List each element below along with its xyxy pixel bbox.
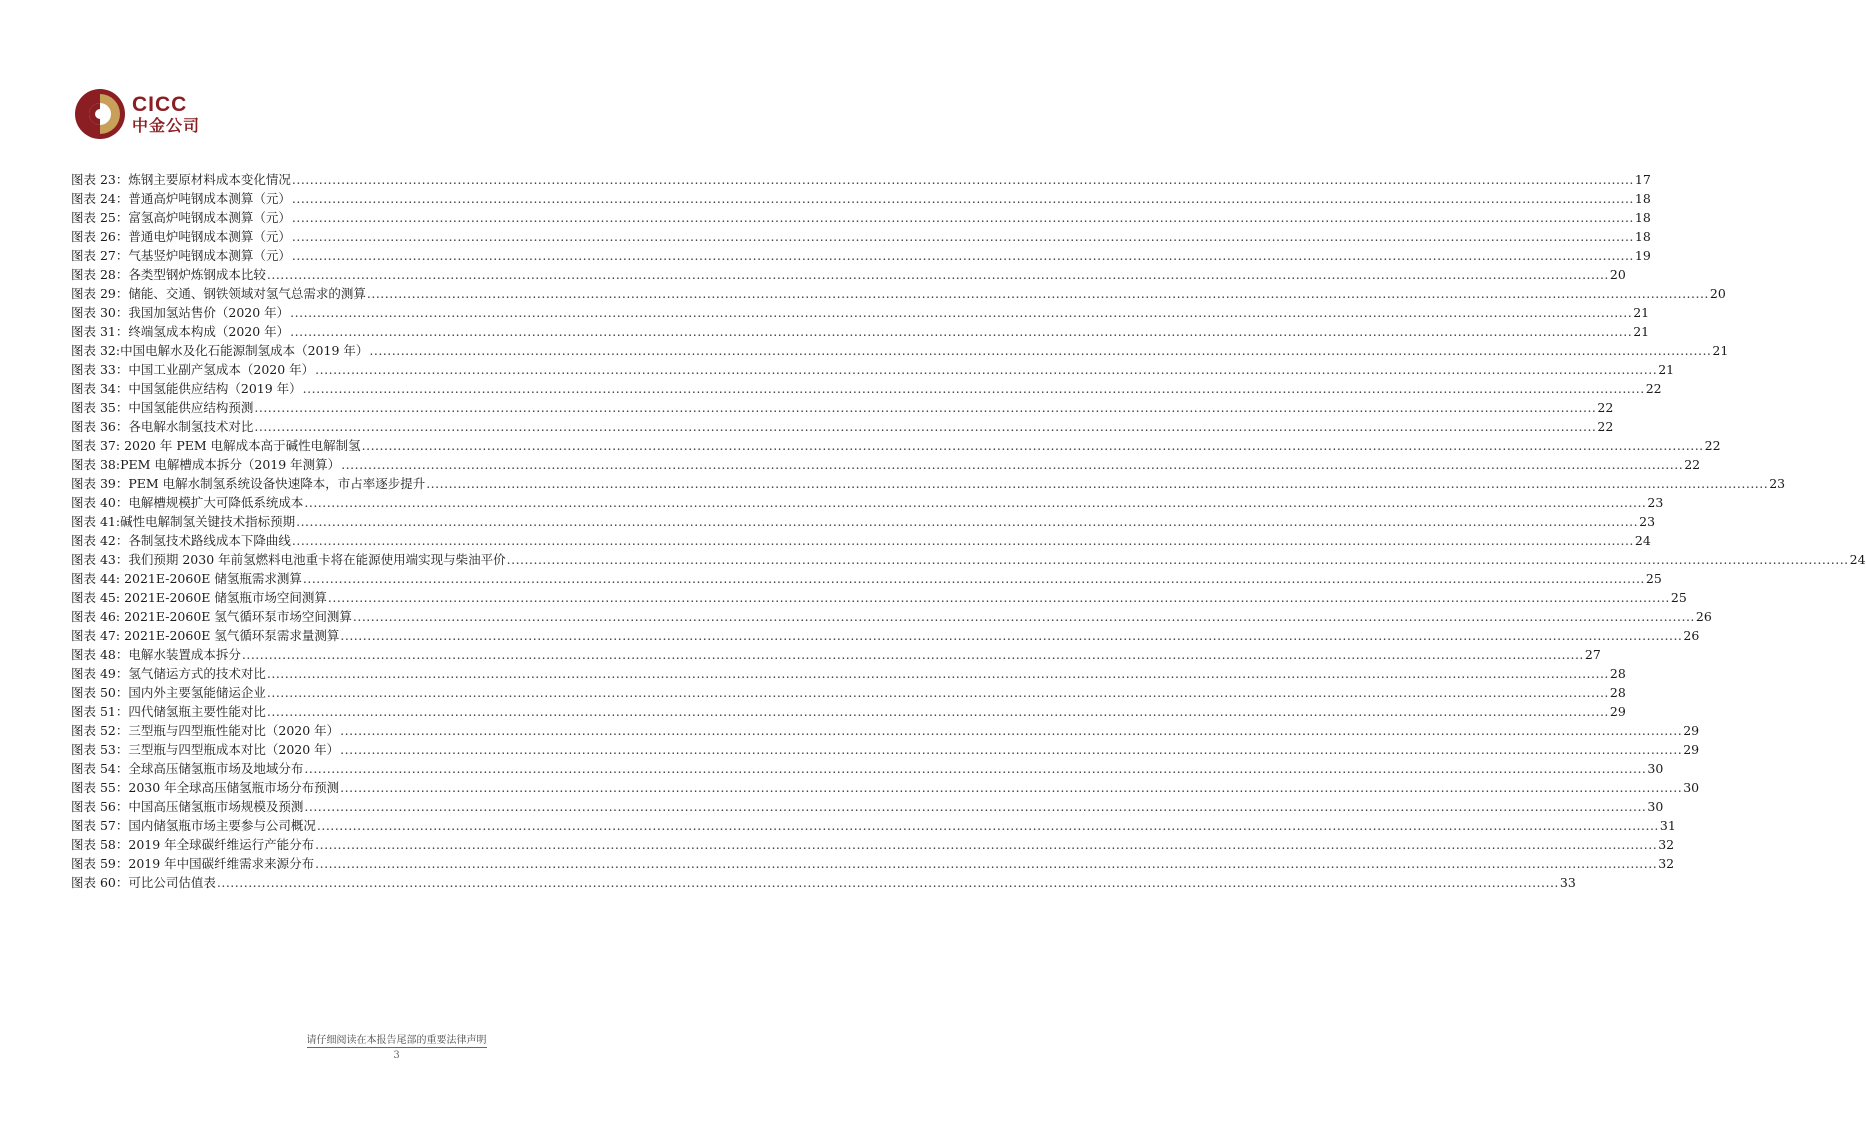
toc-entry-label: 图表 41:碱性电解制氢关键技术指标预期 xyxy=(71,514,296,529)
toc-entry-page: 20 xyxy=(1609,267,1626,282)
toc-dot-leader: ............................................................................................................................................................................................................................................................................................................ xyxy=(254,400,1597,415)
toc-dot-leader: ............................................................................................................................................................................................................................................................................................................ xyxy=(352,609,1695,624)
toc-dot-leader: ............................................................................................................................................................................................................................................................................................................ xyxy=(340,723,1683,738)
toc-entry[interactable] xyxy=(71,721,1700,740)
toc-entry-label: 图表 56：中国高压储氢瓶市场规模及预测 xyxy=(71,799,304,814)
toc-dot-leader: ............................................................................................................................................................................................................................................................................................................ xyxy=(290,305,1633,320)
toc-entry-page: 31 xyxy=(1659,818,1676,833)
toc-entry-page: 22 xyxy=(1597,419,1614,434)
toc-dot-leader: ............................................................................................................................................................................................................................................................................................................ xyxy=(291,533,1634,548)
toc-entry-page: 17 xyxy=(1634,172,1651,187)
toc-entry-page: 30 xyxy=(1647,761,1664,776)
toc-dot-leader: ............................................................................................................................................................................................................................................................................................................ xyxy=(266,267,1609,282)
toc-entry[interactable] xyxy=(71,550,1866,569)
toc-entry-page: 29 xyxy=(1609,704,1626,719)
toc-entry-label: 图表 31：终端氢成本构成（2020 年） xyxy=(71,324,290,339)
toc-entry-page: 32 xyxy=(1658,856,1675,871)
toc-dot-leader: ............................................................................................................................................................................................................................................................................................................ xyxy=(291,191,1634,206)
toc-entry[interactable] xyxy=(71,170,1651,189)
toc-entry-label: 图表 52：三型瓶与四型瓶性能对比（2020 年） xyxy=(71,723,340,738)
toc-entry-label: 图表 43：我们预期 2030 年前氢燃料电池重卡将在能源使用端实现与柴油平价 xyxy=(71,552,506,567)
toc-entry-label: 图表 54：全球高压储氢瓶市场及地域分布 xyxy=(71,761,304,776)
toc-dot-leader: ............................................................................................................................................................................................................................................................................................................ xyxy=(304,495,1647,510)
toc-entry-page: 26 xyxy=(1695,609,1712,624)
toc-entry-label: 图表 39：PEM 电解水制氢系统设备快速降本，市占率逐步提升 xyxy=(71,476,426,491)
toc-entry-page: 22 xyxy=(1645,381,1662,396)
toc-dot-leader: ............................................................................................................................................................................................................................................................................................................ xyxy=(506,552,1849,567)
toc-entry-label: 图表 48：电解水装置成本拆分 xyxy=(71,647,241,662)
toc-entry-label: 图表 51：四代储氢瓶主要性能对比 xyxy=(71,704,266,719)
toc-entry-page: 22 xyxy=(1704,438,1721,453)
toc-entry-page: 18 xyxy=(1634,191,1651,206)
toc-dot-leader: ............................................................................................................................................................................................................................................................................................................ xyxy=(216,875,1559,890)
toc-entry-label: 图表 59：2019 年中国碳纤维需求来源分布 xyxy=(71,856,315,871)
toc-entry-page: 28 xyxy=(1609,685,1626,700)
toc-entry-page: 21 xyxy=(1658,362,1675,377)
toc-entry[interactable] xyxy=(71,227,1651,246)
toc-entry-label: 图表 53：三型瓶与四型瓶成本对比（2020 年） xyxy=(71,742,340,757)
toc-entry-page: 23 xyxy=(1769,476,1786,491)
toc-dot-leader: ............................................................................................................................................................................................................................................................................................................ xyxy=(290,324,1633,339)
toc-dot-leader: ............................................................................................................................................................................................................................................................................................................ xyxy=(296,514,1639,529)
toc-entry-label: 图表 35：中国氢能供应结构预测 xyxy=(71,400,254,415)
cicc-logo-icon xyxy=(74,88,126,140)
toc-entry-label: 图表 60：可比公司估值表 xyxy=(71,875,216,890)
toc-entry-page: 33 xyxy=(1559,875,1576,890)
toc-entry[interactable] xyxy=(71,816,1676,835)
toc-entry[interactable] xyxy=(71,436,1721,455)
toc-dot-leader: ............................................................................................................................................................................................................................................................................................................ xyxy=(340,780,1683,795)
toc-entry[interactable] xyxy=(71,569,1662,588)
toc-entry-label: 图表 23：炼钢主要原材料成本变化情况 xyxy=(71,172,291,187)
toc-dot-leader: ............................................................................................................................................................................................................................................................................................................ xyxy=(361,438,1704,453)
toc-entry-page: 21 xyxy=(1633,305,1650,320)
toc-dot-leader: ............................................................................................................................................................................................................................................................................................................ xyxy=(304,799,1647,814)
toc-entry-label: 图表 30：我国加氢站售价（2020 年） xyxy=(71,305,290,320)
toc-entry[interactable] xyxy=(71,417,1614,436)
toc-entry-page: 24 xyxy=(1849,552,1866,567)
toc-entry[interactable] xyxy=(71,474,1786,493)
toc-entry-page: 30 xyxy=(1683,780,1700,795)
toc-entry-label: 图表 26：普通电炉吨钢成本测算（元） xyxy=(71,229,291,244)
toc-entry[interactable] xyxy=(71,493,1664,512)
toc-dot-leader: ............................................................................................................................................................................................................................................................................................................ xyxy=(340,628,1683,643)
toc-entry-page: 28 xyxy=(1609,666,1626,681)
toc-dot-leader: ............................................................................................................................................................................................................................................................................................................ xyxy=(291,172,1634,187)
toc-entry-page: 26 xyxy=(1683,628,1700,643)
toc-entry-page: 25 xyxy=(1645,571,1662,586)
toc-entry-page: 20 xyxy=(1709,286,1726,301)
toc-entry[interactable] xyxy=(71,854,1675,873)
toc-entry-label: 图表 27：气基竖炉吨钢成本测算（元） xyxy=(71,248,291,263)
toc-entry[interactable] xyxy=(71,246,1651,265)
toc-entry-page: 23 xyxy=(1639,514,1656,529)
toc-entry[interactable] xyxy=(71,702,1626,721)
toc-entry[interactable] xyxy=(71,797,1664,816)
toc-entry-label: 图表 55：2030 年全球高压储氢瓶市场分布预测 xyxy=(71,780,340,795)
toc-dot-leader: ............................................................................................................................................................................................................................................................................................................ xyxy=(327,590,1670,605)
logo-cn-text: 中金公司 xyxy=(132,116,201,135)
toc-entry[interactable] xyxy=(71,759,1664,778)
toc-entry-label: 图表 37: 2020 年 PEM 电解成本高于碱性电解制氢 xyxy=(71,438,361,453)
toc-entry[interactable] xyxy=(71,607,1712,626)
toc-dot-leader: ............................................................................................................................................................................................................................................................................................................ xyxy=(340,742,1683,757)
toc-dot-leader: ............................................................................................................................................................................................................................................................................................................ xyxy=(254,419,1597,434)
report-header xyxy=(74,86,200,142)
toc-entry-label: 图表 49：氢气储运方式的技术对比 xyxy=(71,666,266,681)
figure-index-list xyxy=(71,170,1866,892)
toc-entry-page: 21 xyxy=(1633,324,1650,339)
toc-entry-label: 图表 40：电解槽规模扩大可降低系统成本 xyxy=(71,495,304,510)
toc-entry[interactable] xyxy=(71,512,1656,531)
toc-entry-label: 图表 46: 2021E-2060E 氢气循环泵市场空间测算 xyxy=(71,609,352,624)
toc-dot-leader: ............................................................................................................................................................................................................................................................................................................ xyxy=(315,837,1658,852)
page-footer xyxy=(0,1028,793,1061)
toc-entry-page: 27 xyxy=(1584,647,1601,662)
toc-entry[interactable] xyxy=(71,284,1726,303)
toc-entry-label: 图表 50：国内外主要氢能储运企业 xyxy=(71,685,266,700)
toc-dot-leader: ............................................................................................................................................................................................................................................................................................................ xyxy=(316,818,1659,833)
toc-entry[interactable] xyxy=(71,531,1651,550)
toc-entry-label: 图表 28：各类型钢炉炼钢成本比较 xyxy=(71,267,266,282)
toc-entry[interactable] xyxy=(71,379,1662,398)
toc-entry[interactable] xyxy=(71,873,1576,892)
toc-dot-leader: ............................................................................................................................................................................................................................................................................................................ xyxy=(266,704,1609,719)
toc-entry[interactable] xyxy=(71,835,1675,854)
toc-entry[interactable] xyxy=(71,626,1700,645)
toc-entry-label: 图表 29：储能、交通、钢铁领域对氢气总需求的测算 xyxy=(71,286,366,301)
toc-entry[interactable] xyxy=(71,683,1626,702)
toc-entry-page: 23 xyxy=(1647,495,1664,510)
toc-entry-label: 图表 58：2019 年全球碳纤维运行产能分布 xyxy=(71,837,315,852)
toc-entry-label: 图表 25：富氢高炉吨钢成本测算（元） xyxy=(71,210,291,225)
toc-entry-page: 18 xyxy=(1634,210,1651,225)
toc-entry-page: 21 xyxy=(1712,343,1729,358)
toc-entry[interactable] xyxy=(71,588,1687,607)
toc-entry-label: 图表 33：中国工业副产氢成本（2020 年） xyxy=(71,362,315,377)
legal-notice-link[interactable]: 请仔细阅读在本报告尾部的重要法律声明 xyxy=(307,1031,487,1048)
toc-dot-leader: ............................................................................................................................................................................................................................................................................................................ xyxy=(241,647,1584,662)
toc-entry[interactable] xyxy=(71,265,1626,284)
logo-wordmark xyxy=(132,94,200,134)
toc-entry-page: 30 xyxy=(1647,799,1664,814)
toc-dot-leader: ............................................................................................................................................................................................................................................................................................................ xyxy=(302,381,1645,396)
toc-entry-page: 29 xyxy=(1683,723,1700,738)
toc-entry-page: 22 xyxy=(1597,400,1614,415)
toc-entry[interactable] xyxy=(71,740,1700,759)
toc-entry[interactable] xyxy=(71,189,1651,208)
toc-entry-page: 25 xyxy=(1670,590,1687,605)
toc-dot-leader: ............................................................................................................................................................................................................................................................................................................ xyxy=(366,286,1709,301)
toc-dot-leader: ............................................................................................................................................................................................................................................................................................................ xyxy=(315,856,1658,871)
toc-dot-leader: ............................................................................................................................................................................................................................................................................................................ xyxy=(302,571,1645,586)
toc-entry[interactable] xyxy=(71,303,1650,322)
toc-entry-page: 22 xyxy=(1684,457,1701,472)
toc-entry-label: 图表 47: 2021E-2060E 氢气循环泵需求量测算 xyxy=(71,628,340,643)
toc-entry-label: 图表 24：普通高炉吨钢成本测算（元） xyxy=(71,191,291,206)
toc-entry-label: 图表 45: 2021E-2060E 储氢瓶市场空间测算 xyxy=(71,590,327,605)
toc-entry[interactable] xyxy=(71,360,1675,379)
toc-dot-leader: ............................................................................................................................................................................................................................................................................................................ xyxy=(266,685,1609,700)
toc-dot-leader: ............................................................................................................................................................................................................................................................................................................ xyxy=(369,343,1712,358)
toc-entry-label: 图表 34：中国氢能供应结构（2019 年） xyxy=(71,381,302,396)
toc-entry[interactable] xyxy=(71,645,1601,664)
toc-entry-label: 图表 42：各制氢技术路线成本下降曲线 xyxy=(71,533,291,548)
toc-entry-page: 24 xyxy=(1634,533,1651,548)
toc-dot-leader: ............................................................................................................................................................................................................................................................................................................ xyxy=(426,476,1769,491)
toc-entry-page: 29 xyxy=(1683,742,1700,757)
toc-entry[interactable] xyxy=(71,455,1701,474)
toc-dot-leader: ............................................................................................................................................................................................................................................................................................................ xyxy=(315,362,1658,377)
toc-entry-label: 图表 36：各电解水制氢技术对比 xyxy=(71,419,254,434)
toc-entry-page: 18 xyxy=(1634,229,1651,244)
toc-entry-label: 图表 38:PEM 电解槽成本拆分（2019 年测算） xyxy=(71,457,341,472)
toc-entry-page: 32 xyxy=(1658,837,1675,852)
toc-entry[interactable] xyxy=(71,322,1650,341)
toc-entry[interactable] xyxy=(71,208,1651,227)
toc-entry-label: 图表 32:中国电解水及化石能源制氢成本（2019 年） xyxy=(71,343,369,358)
logo-en-text: CICC xyxy=(132,93,188,116)
toc-dot-leader: ............................................................................................................................................................................................................................................................................................................ xyxy=(291,248,1634,263)
toc-entry-label: 图表 44: 2021E-2060E 储氢瓶需求测算 xyxy=(71,571,302,586)
toc-dot-leader: ............................................................................................................................................................................................................................................................................................................ xyxy=(304,761,1647,776)
toc-entry[interactable] xyxy=(71,778,1700,797)
toc-entry-page: 19 xyxy=(1634,248,1651,263)
toc-entry[interactable] xyxy=(71,664,1626,683)
toc-dot-leader: ............................................................................................................................................................................................................................................................................................................ xyxy=(291,229,1634,244)
toc-entry-label: 图表 57：国内储氢瓶市场主要参与公司概况 xyxy=(71,818,316,833)
toc-entry[interactable] xyxy=(71,341,1729,360)
page-number: 3 xyxy=(393,1050,400,1061)
toc-dot-leader: ............................................................................................................................................................................................................................................................................................................ xyxy=(341,457,1684,472)
toc-dot-leader: ............................................................................................................................................................................................................................................................................................................ xyxy=(266,666,1609,681)
toc-entry[interactable] xyxy=(71,398,1614,417)
toc-dot-leader: ............................................................................................................................................................................................................................................................................................................ xyxy=(291,210,1634,225)
